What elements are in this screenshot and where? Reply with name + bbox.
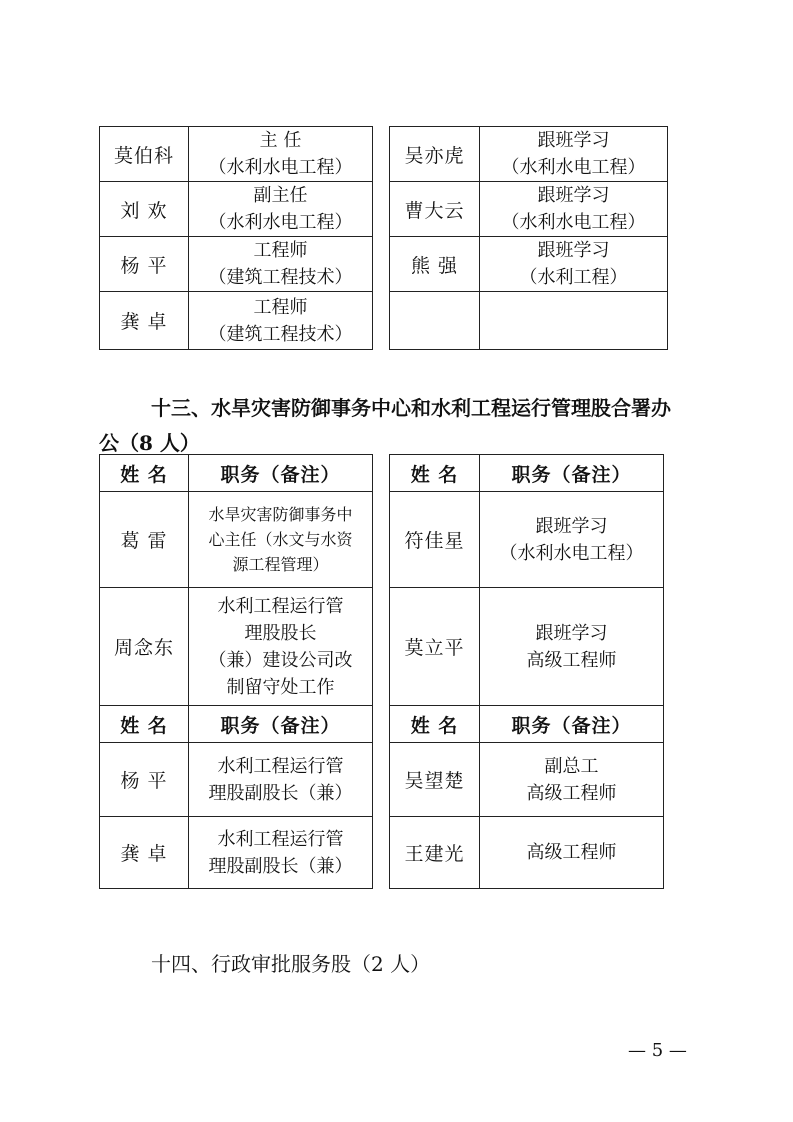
name-cell: 葛 雷: [100, 492, 189, 588]
role-cell: [480, 492, 664, 588]
table-row: [390, 127, 668, 182]
role-cell: [480, 127, 668, 182]
name-cell: 曹大云: [390, 182, 480, 237]
role-line: 水利工程运行管: [217, 595, 344, 617]
table-row: [390, 743, 664, 817]
header-role: 职务（备注）: [189, 455, 373, 492]
role-line: 主 任: [259, 130, 302, 151]
role-line: 水利工程运行管: [217, 828, 344, 850]
header-role: 职务（备注）: [480, 455, 664, 492]
role-cell: [189, 588, 373, 706]
table-header-row: [390, 706, 664, 743]
table-header-row: [100, 455, 373, 492]
role-line: 工程师: [253, 296, 308, 318]
name-cell: 莫伯科: [100, 127, 189, 182]
role-line: 跟班学习: [537, 240, 610, 261]
staff-table-1-right: [389, 126, 668, 350]
page-number: — 5 —: [628, 1040, 687, 1061]
header-name: 姓 名: [100, 706, 189, 743]
role-line: 水利工程运行管: [217, 755, 344, 777]
role-line: （建筑工程技术）: [208, 267, 353, 288]
section-14-title: 十四、行政审批服务股（2 人）: [151, 952, 431, 976]
role-line: （水利水电工程）: [501, 157, 646, 178]
table-row: [390, 817, 664, 889]
name-cell: 杨 平: [100, 743, 189, 817]
role-cell: [189, 127, 373, 182]
role-cell: [189, 492, 373, 588]
name-cell: 龚 卓: [100, 292, 189, 350]
role-line: 跟班学习: [535, 515, 608, 537]
role-line: 副主任: [253, 185, 308, 206]
table-header-row: [390, 455, 664, 492]
table-row: [100, 817, 373, 889]
name-cell: 符佳星: [390, 492, 480, 588]
table-row: [100, 743, 373, 817]
name-cell: 熊 强: [390, 237, 480, 292]
header-role: 职务（备注）: [189, 706, 373, 743]
role-line: 跟班学习: [535, 622, 608, 644]
table-row: [390, 292, 668, 350]
section-13-title-line1: 十三、水旱灾害防御事务中心和水利工程运行管理股合署办: [151, 396, 671, 420]
name-cell: 吴望楚: [390, 743, 480, 817]
table-row: [390, 237, 668, 292]
role-line: （水利水电工程）: [208, 212, 353, 233]
role-line: 源工程管理）: [232, 555, 329, 574]
table-row: [100, 182, 373, 237]
role-cell: [480, 743, 664, 817]
role-line: （建筑工程技术）: [208, 323, 353, 345]
role-cell: [480, 292, 668, 350]
header-name: 姓 名: [390, 706, 480, 743]
role-cell: [480, 817, 664, 889]
header-name: 姓 名: [390, 455, 480, 492]
header-role: 职务（备注）: [480, 706, 664, 743]
role-line: （水利工程）: [519, 267, 628, 288]
role-cell: [189, 292, 373, 350]
role-line: 理股副股长（兼）: [208, 855, 353, 877]
role-line: 理股副股长（兼）: [208, 782, 353, 804]
role-line: 高级工程师: [526, 649, 617, 671]
role-line: 理股股长: [244, 622, 317, 644]
staff-table-2-right: [389, 454, 664, 889]
name-cell: [390, 292, 480, 350]
role-line: 跟班学习: [537, 185, 610, 206]
name-cell: 吴亦虎: [390, 127, 480, 182]
role-cell: [189, 743, 373, 817]
table-row: [100, 492, 373, 588]
role-line: （水利水电工程）: [208, 157, 353, 178]
name-cell: 刘 欢: [100, 182, 189, 237]
table-row: [100, 237, 373, 292]
role-line: 跟班学习: [537, 130, 610, 151]
section-13-title-line2: 公（8 人）: [99, 431, 200, 455]
role-line: 高级工程师: [526, 842, 617, 863]
staff-table-1-left: [99, 126, 373, 350]
name-cell: 王建光: [390, 817, 480, 889]
table-row: [100, 127, 373, 182]
table-row: [390, 182, 668, 237]
role-line: （兼）建设公司改: [208, 649, 353, 671]
table-row: [390, 588, 664, 706]
name-cell: 龚 卓: [100, 817, 189, 889]
role-cell: [480, 237, 668, 292]
role-cell: [480, 182, 668, 237]
role-line: 副总工: [544, 755, 599, 777]
name-cell: 莫立平: [390, 588, 480, 706]
name-cell: 杨 平: [100, 237, 189, 292]
role-line: 心主任（水文与水资: [208, 530, 353, 549]
table-header-row: [100, 706, 373, 743]
name-cell: 周念东: [100, 588, 189, 706]
role-cell: [189, 182, 373, 237]
header-name: 姓 名: [100, 455, 189, 492]
staff-table-2-left: [99, 454, 373, 889]
role-line: （水利水电工程）: [501, 212, 646, 233]
role-line: 高级工程师: [526, 782, 617, 804]
table-row: [100, 292, 373, 350]
role-cell: [189, 817, 373, 889]
role-cell: [189, 237, 373, 292]
table-row: [100, 588, 373, 706]
table-row: [390, 492, 664, 588]
role-line: 水旱灾害防御事务中: [208, 505, 353, 524]
role-line: 工程师: [253, 240, 308, 261]
role-line: （水利水电工程）: [499, 542, 644, 564]
role-line: 制留守处工作: [226, 676, 335, 698]
role-cell: [480, 588, 664, 706]
